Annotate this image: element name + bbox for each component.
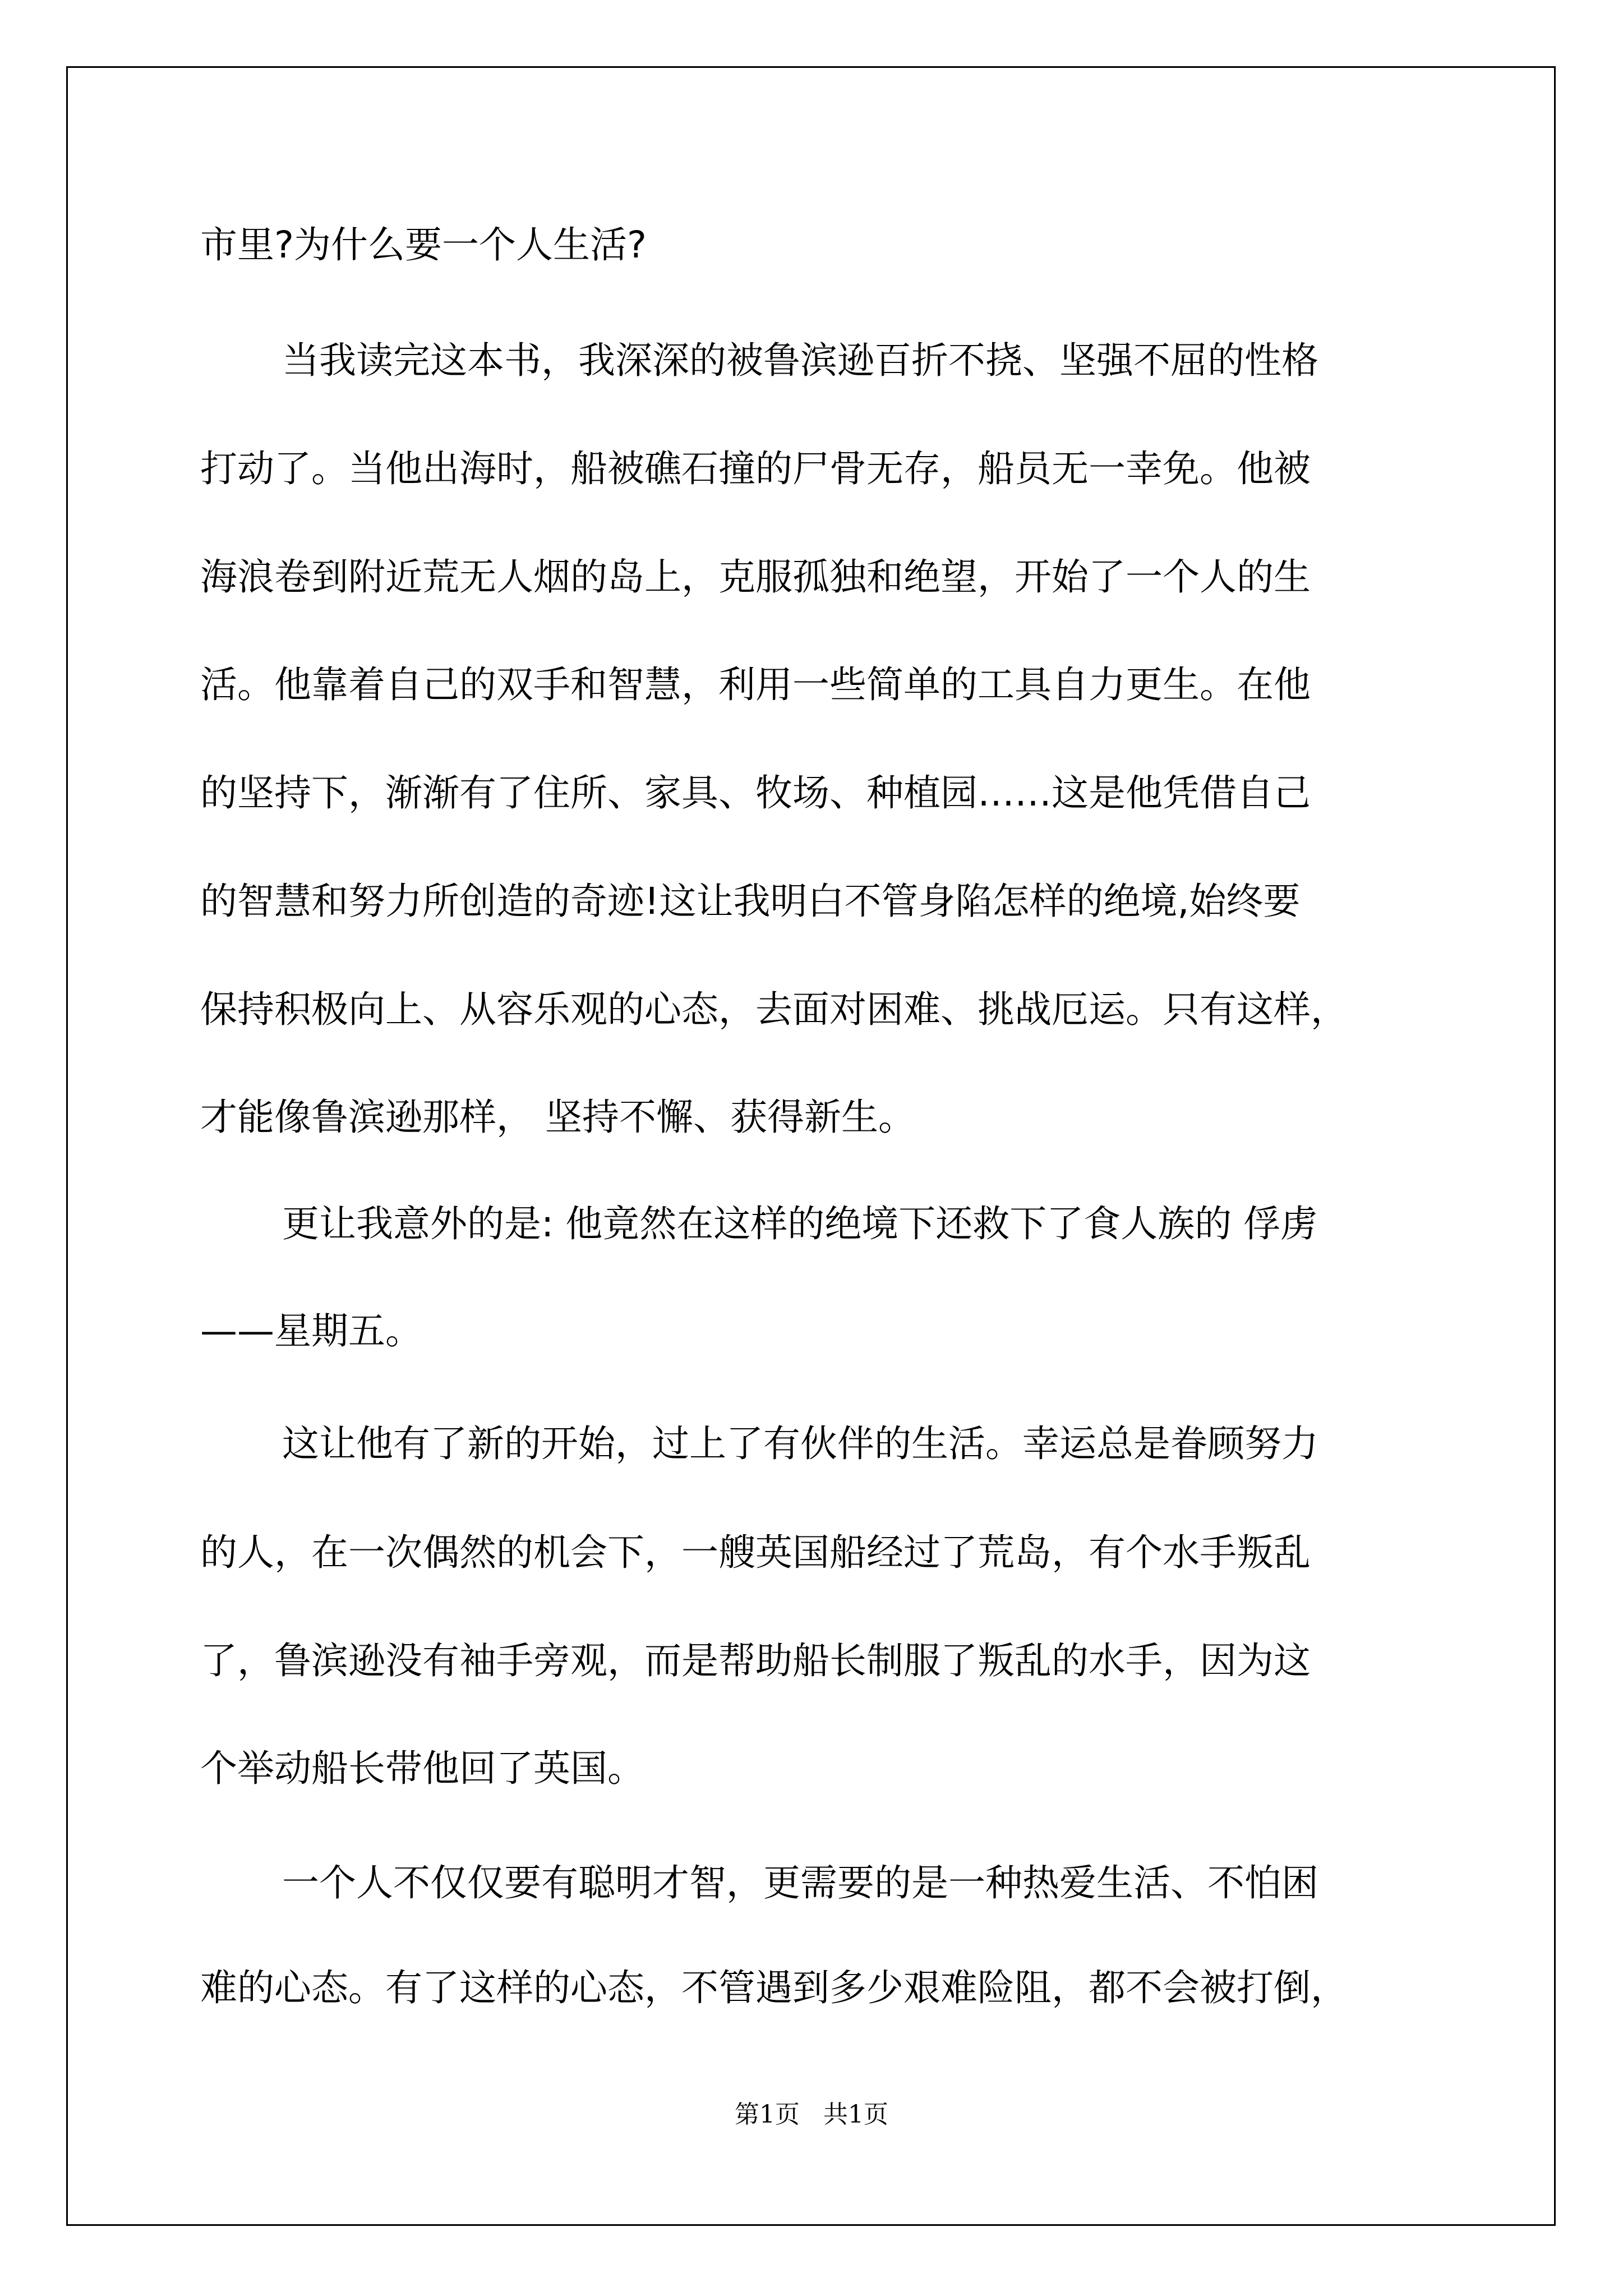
- text-line: 的坚持下，渐渐有了住所、家具、牧场、种植园……这是他凭借自己: [200, 771, 1311, 815]
- text-line: 打动了。当他出海时，船被礁石撞的尸骨无存，船员无一幸免。他被: [200, 447, 1311, 490]
- text-line: 活。他靠着自己的双手和智慧，利用一些简单的工具自力更生。在他: [200, 663, 1311, 706]
- text-line: 了，鲁滨逊没有袖手旁观，而是帮助船长制服了叛乱的水手，因为这: [200, 1639, 1311, 1682]
- text-line: ——星期五。: [200, 1309, 422, 1352]
- text-line: 个举动船长带他回了英国。: [200, 1747, 644, 1790]
- text-line: 市里?为什么要一个人生活?: [200, 223, 647, 266]
- paragraph-first-line: 当我读完这本书，我深深的被鲁滨逊百折不挠、坚强不屈的性格: [282, 339, 1318, 382]
- paragraph-first-line: 更让我意外的是: 他竟然在这样的绝境下还救下了食人族的 俘虏: [282, 1202, 1318, 1245]
- text-line: 的智慧和努力所创造的奇迹!这让我明白不管身陷怎样的绝境,始终要: [200, 880, 1301, 923]
- paragraph-first-line: 一个人不仅仅要有聪明才智，更需要的是一种热爱生活、不怕困: [282, 1861, 1318, 1904]
- text-line: 才能像鲁滨逊那样， 坚持不懈、获得新生。: [200, 1096, 915, 1139]
- text-line: 海浪卷到附近荒无人烟的岛上，克服孤独和绝望，开始了一个人的生: [200, 555, 1311, 599]
- text-line: 的人，在一次偶然的机会下，一艘英国船经过了荒岛，有个水手叛乱: [200, 1531, 1311, 1574]
- paragraph-first-line: 这让他有了新的开始，过上了有伙伴的生活。幸运总是眷顾努力: [282, 1422, 1318, 1465]
- text-line: 难的心态。有了这样的心态，不管遇到多少艰难险阻，都不会被打倒，: [200, 1966, 1348, 2009]
- text-line: 保持积极向上、从容乐观的心态，去面对困难、挑战厄运。只有这样，: [200, 988, 1348, 1031]
- page-number-footer: 第1页 共1页: [735, 2100, 888, 2129]
